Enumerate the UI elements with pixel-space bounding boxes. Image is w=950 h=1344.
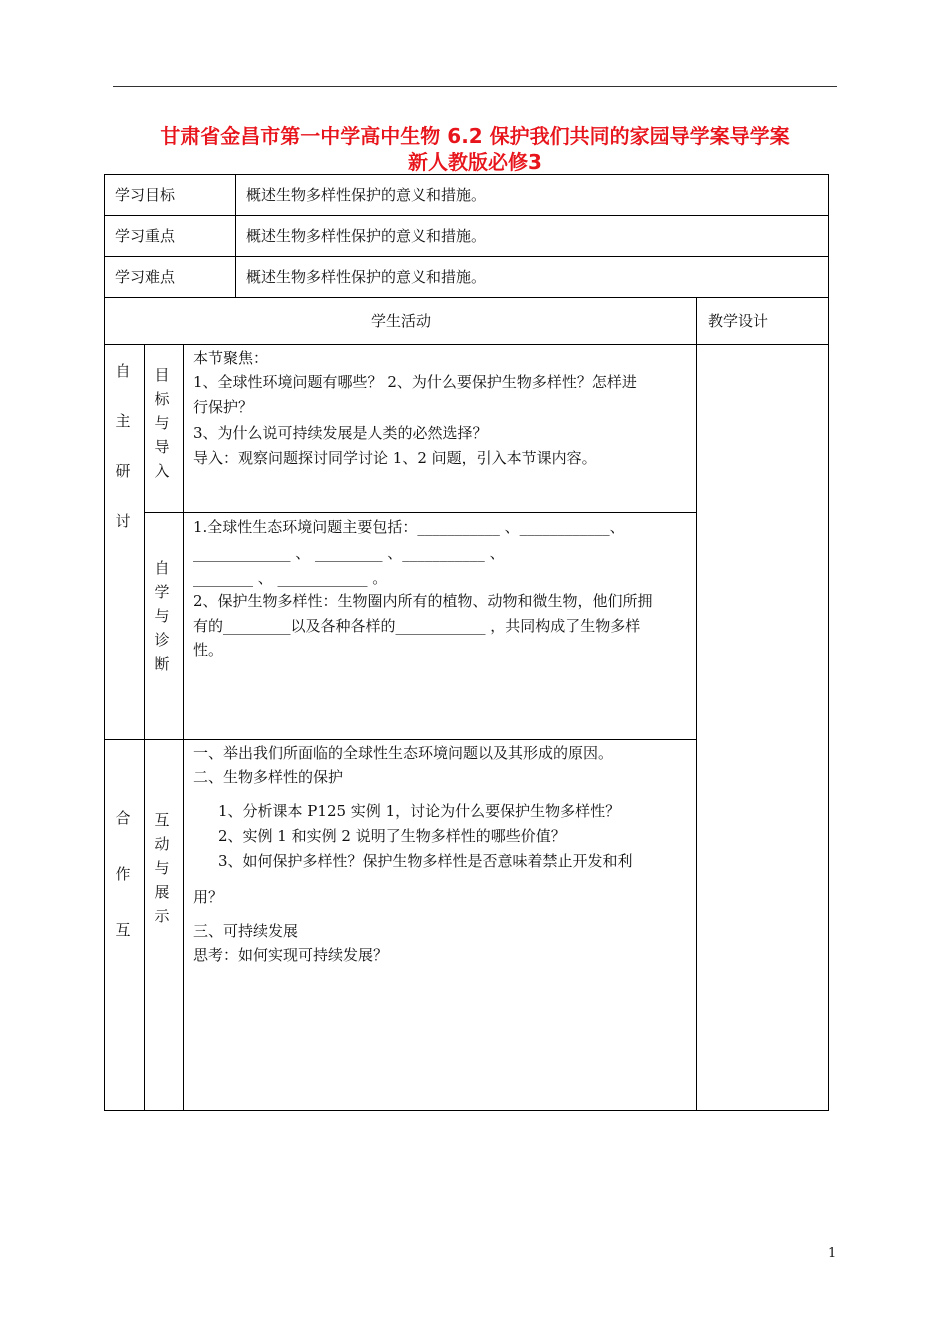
row-content-goal: 概述生物多样性保护的意义和措施。 xyxy=(246,186,487,204)
activity-line: 三、可持续发展 xyxy=(193,922,299,940)
column-header-teaching-design: 教学设计 xyxy=(708,312,769,330)
row-content-difficulty: 概述生物多样性保护的意义和措施。 xyxy=(246,268,487,286)
activity-line: 二、生物多样性的保护 xyxy=(193,768,344,786)
row-label-focus: 学习重点 xyxy=(115,227,176,245)
fill-in-line: 2、保护生物多样性：生物圈内所有的植物、动物和微生物，他们所拥 xyxy=(193,592,653,610)
activity-line: 2、实例 1 和实例 2 说明了生物多样性的哪些价值？ xyxy=(218,827,566,845)
page-number: 1 xyxy=(828,1246,837,1261)
activity-line: 思考：如何实现可持续发展？ xyxy=(193,946,389,964)
document-title-line1: 甘肃省金昌市第一中学高中生物 6.2 保护我们共同的家园导学案导学案 xyxy=(160,124,790,148)
fill-in-line: 1.全球性生态环境问题主要包括：___________ 、____________、 xyxy=(193,518,625,536)
activity-line: 一、举出我们所面临的全球性生态环境问题以及其形成的原因。 xyxy=(193,744,614,762)
focus-question-line: 行保护？ xyxy=(193,398,254,416)
focus-question-line: 3、为什么说可持续发展是人类的必然选择？ xyxy=(193,424,488,442)
activity-line: 用？ xyxy=(193,888,224,906)
fill-in-line: _____________ 、 _________ 、___________ 、 xyxy=(193,544,505,562)
document-title-line2: 新人教版必修3 xyxy=(408,150,542,174)
column-header-student-activity: 学生活动 xyxy=(371,312,432,330)
row-content-focus: 概述生物多样性保护的意义和措施。 xyxy=(246,227,487,245)
focus-question-line: 1、全球性环境问题有哪些？ 2、为什么要保护生物多样性？怎样进 xyxy=(193,373,637,391)
subsection-label-self-learning: 自 学 与 诊 断 xyxy=(154,559,170,673)
section-label-self-study: 自 主 研 讨 xyxy=(115,362,131,530)
row-label-difficulty: 学习难点 xyxy=(115,268,176,286)
fill-in-line: ________ 、 ____________ 。 xyxy=(193,569,388,587)
fill-in-line: 有的_________以及各种各样的____________ ，共同构成了生物多样 xyxy=(193,617,641,635)
row-label-goal: 学习目标 xyxy=(115,186,176,204)
intro-text: 导入：观察问题探讨同学讨论 1、2 问题，引入本节课内容。 xyxy=(193,449,597,467)
focus-heading: 本节聚焦： xyxy=(193,349,269,367)
subsection-label-interaction: 互 动 与 展 示 xyxy=(154,811,170,925)
activity-line: 3、如何保护多样性？保护生物多样性是否意味着禁止开发和利 xyxy=(218,852,633,870)
activity-line: 1、分析课本 P125 实例 1，讨论为什么要保护生物多样性？ xyxy=(218,802,621,820)
subsection-label-goal-intro: 目 标 与 导 入 xyxy=(154,366,170,480)
fill-in-line: 性。 xyxy=(193,641,224,659)
section-label-cooperation: 合 作 互 xyxy=(115,809,131,939)
top-rule xyxy=(113,86,837,87)
